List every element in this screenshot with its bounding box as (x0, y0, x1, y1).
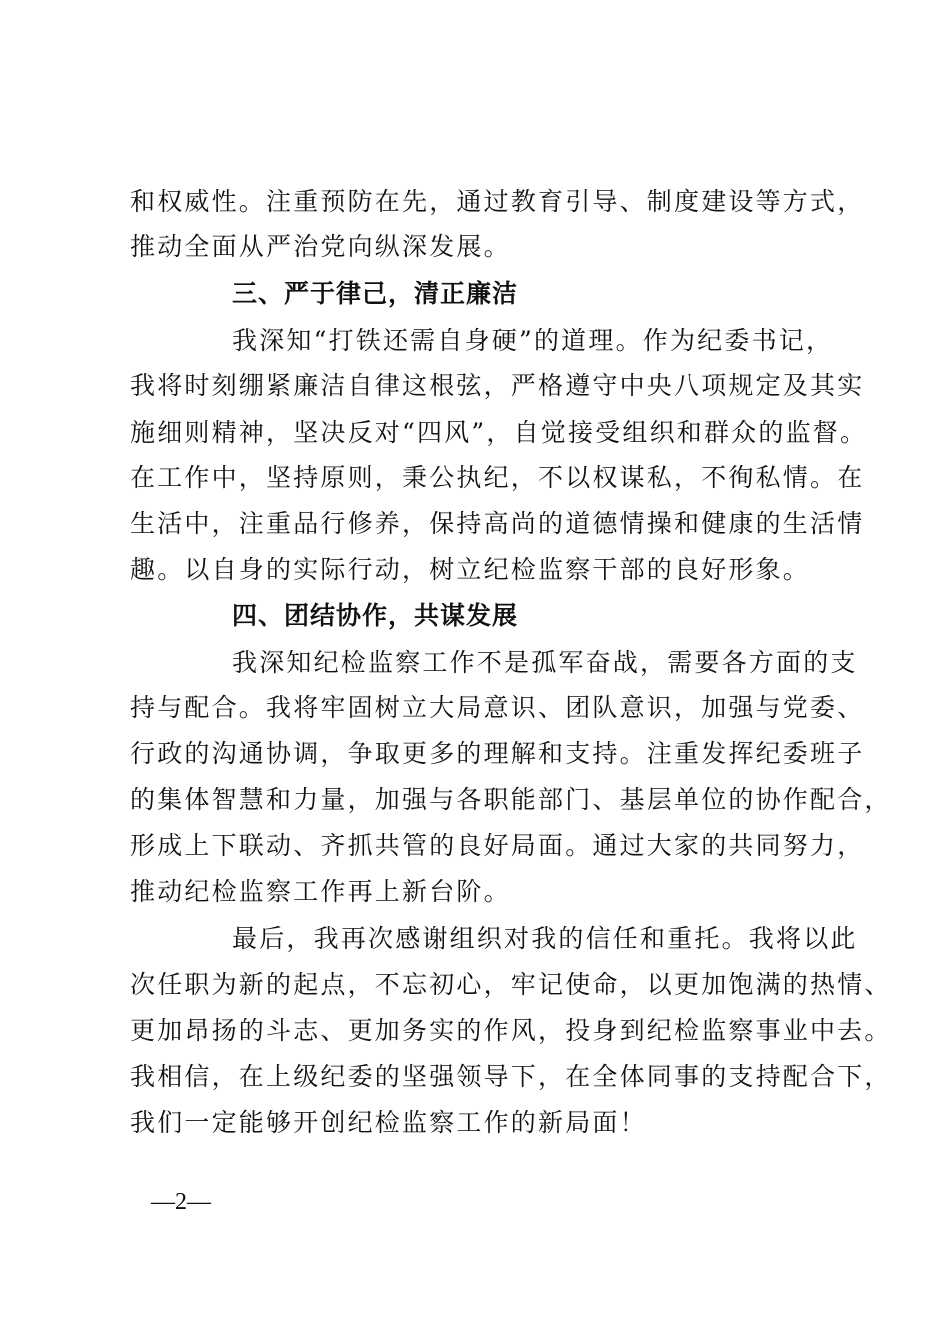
paragraph-text-line: 我深知“打铁还需自身硬”的道理。作为纪委书记， (232, 326, 834, 355)
section-heading: 三、严于律己，清正廉洁 (232, 279, 519, 308)
paragraph-text-line: 最后，我再次感谢组织对我的信任和重托。我将以此 (232, 924, 858, 953)
paragraph-text-line: 持与配合。我将牢固树立大局意识、团队意识，加强与党委、 (130, 693, 865, 722)
paragraph-text-line: 推动全面从严治党向纵深发展。 (130, 232, 511, 261)
paragraph-text-line: 和权威性。注重预防在先，通过教育引导、制度建设等方式， (130, 187, 865, 216)
paragraph-text-line: 行政的沟通协调，争取更多的理解和支持。注重发挥纪委班子 (130, 739, 865, 768)
paragraph-text-line: 推动纪检监察工作再上新台阶。 (130, 877, 511, 906)
paragraph-text-line: 我们一定能够开创纪检监察工作的新局面！ (130, 1108, 647, 1137)
page-number: —2— (151, 1189, 211, 1215)
paragraph-text-line: 在工作中，坚持原则，秉公执纪，不以权谋私，不徇私情。在 (130, 463, 865, 492)
paragraph-text-line: 我将时刻绷紧廉洁自律这根弦，严格遵守中央八项规定及其实 (130, 371, 865, 400)
paragraph-text-line: 的集体智慧和力量，加强与各职能部门、基层单位的协作配合， (130, 785, 892, 814)
paragraph-text-line: 生活中，注重品行修养，保持高尚的道德情操和健康的生活情 (130, 509, 865, 538)
paragraph-text-line: 趣。以自身的实际行动，树立纪检监察干部的良好形象。 (130, 555, 811, 584)
paragraph-text-line: 次任职为新的起点，不忘初心，牢记使命，以更加饱满的热情、 (130, 970, 892, 999)
paragraph-text-line: 我深知纪检监察工作不是孤军奋战，需要各方面的支 (232, 648, 858, 677)
paragraph-text-line: 更加昂扬的斗志、更加务实的作风，投身到纪检监察事业中去。 (130, 1016, 892, 1045)
paragraph-text-line: 施细则精神，坚决反对“四风”，自觉接受组织和群众的监督。 (130, 418, 868, 447)
section-heading: 四、团结协作，共谋发展 (232, 601, 519, 630)
paragraph-text-line: 我相信，在上级纪委的坚强领导下，在全体同事的支持配合下， (130, 1062, 892, 1091)
paragraph-text-line: 形成上下联动、齐抓共管的良好局面。通过大家的共同努力， (130, 831, 865, 860)
